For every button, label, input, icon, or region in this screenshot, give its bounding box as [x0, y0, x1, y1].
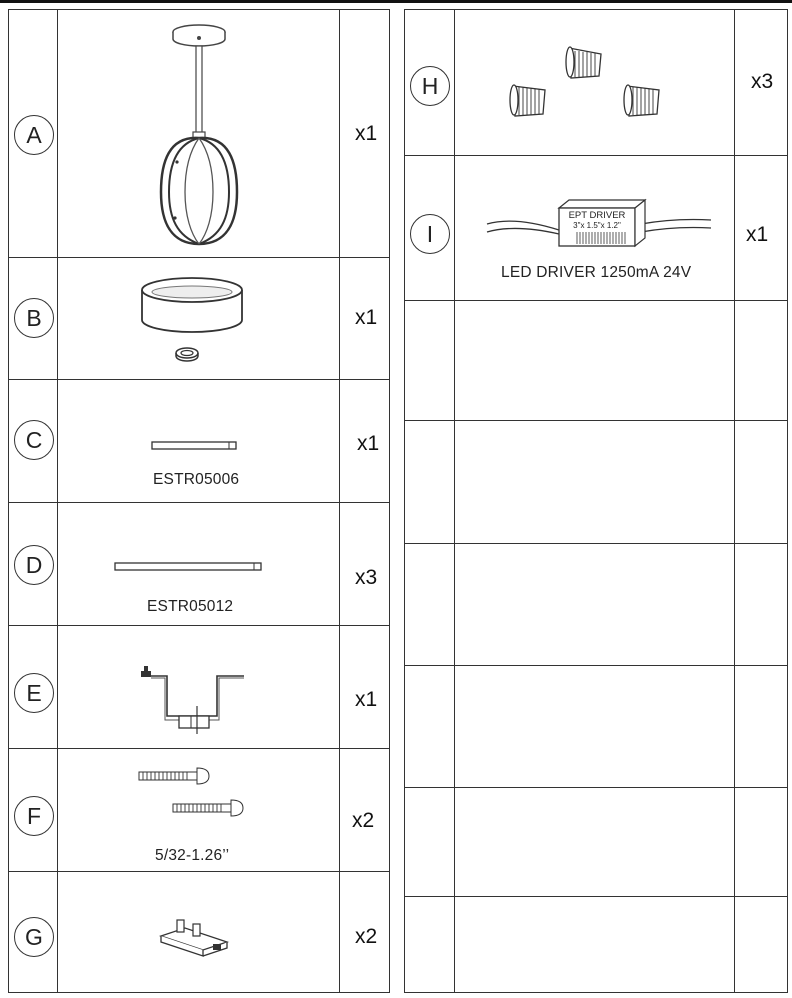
part-letter-f: F [14, 796, 54, 836]
part-qty-c: x1 [357, 432, 380, 455]
part-letter-e: E [14, 673, 54, 713]
part-label-i: LED DRIVER 1250mA 24V [501, 264, 692, 281]
part-row-f [9, 748, 389, 871]
led-driver-illustration [485, 194, 715, 254]
screws-illustration [137, 761, 257, 821]
part-letter-h: H [410, 66, 450, 106]
part-letter-i: I [410, 214, 450, 254]
part-label-f: 5/32-1.26’’ [155, 847, 230, 864]
part-qty-b: x1 [355, 306, 378, 329]
pendant-light-illustration [109, 22, 309, 257]
part-row-c [9, 379, 389, 502]
empty-row [405, 787, 787, 896]
part-row-e [9, 625, 389, 748]
parts-table-left [8, 9, 390, 993]
driver-title: EPT DRIVER [568, 210, 626, 221]
driver-dims: 3"x 1.5"x 1.2" [573, 221, 621, 230]
long-rod-illustration [114, 561, 264, 573]
part-qty-a: x1 [355, 122, 378, 145]
parts-table-right [404, 9, 788, 993]
part-qty-e: x1 [355, 688, 378, 711]
part-letter-g: G [14, 917, 54, 957]
part-qty-i: x1 [746, 223, 769, 246]
part-letter-b: B [14, 298, 54, 338]
part-qty-g: x2 [355, 925, 378, 948]
mounting-bracket-illustration [139, 662, 249, 732]
part-row-a [9, 10, 389, 257]
part-qty-d: x3 [355, 566, 378, 589]
part-qty-f: x2 [352, 809, 375, 832]
canopy-ring-illustration [137, 276, 247, 366]
wire-nuts-illustration [503, 40, 681, 120]
part-letter-c: C [14, 420, 54, 460]
part-row-d [9, 502, 389, 625]
part-letter-d: D [14, 545, 54, 585]
empty-row [405, 543, 787, 665]
part-row-i [405, 155, 787, 300]
part-label-d: ESTR05012 [147, 598, 234, 615]
top-rule [0, 0, 792, 3]
empty-row [405, 420, 787, 543]
part-letter-a: A [14, 115, 54, 155]
part-row-g [9, 871, 389, 994]
part-label-c: ESTR05006 [153, 471, 240, 488]
empty-row [405, 896, 787, 994]
part-row-h [405, 10, 787, 155]
short-rod-illustration [151, 440, 239, 452]
empty-row [405, 300, 787, 420]
part-row-b [9, 257, 389, 379]
wire-connector-illustration [157, 912, 237, 962]
empty-row [405, 665, 787, 787]
part-qty-h: x3 [751, 70, 774, 93]
